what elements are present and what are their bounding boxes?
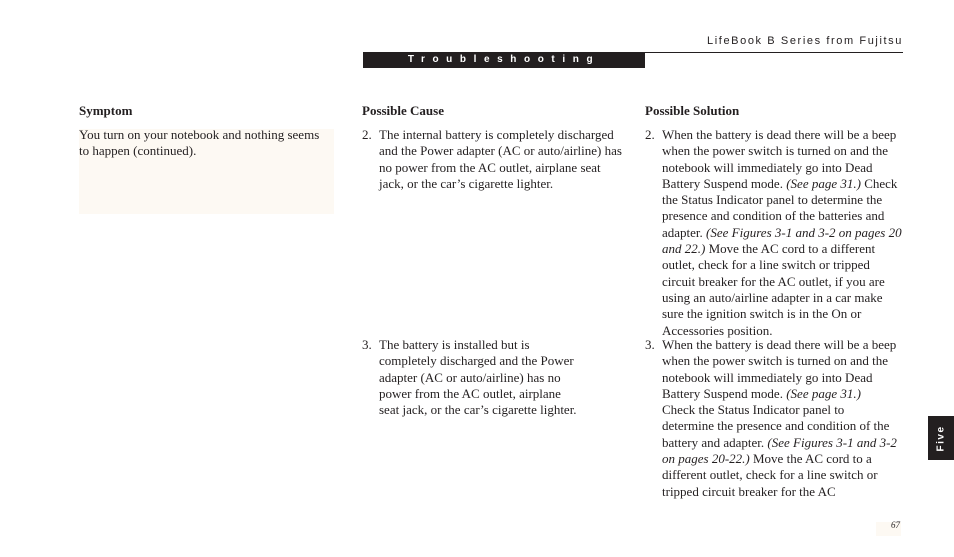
section-title-bar: Troubleshooting <box>363 52 645 68</box>
figure-reference: (See Figures 3-1 and 3-2 on pages 20-22.) <box>662 434 897 467</box>
solution-text-segment: Check the Status Indicator panel to determine the presence and condition of the batteries and adapter. <box>662 175 898 240</box>
solution-item-3 <box>645 337 897 500</box>
cause-item-3 <box>362 337 584 418</box>
cause-item-text: The internal battery is completely discharged and the Power adapter (AC or auto/airline) has no power from the AC outlet, airplane seat jack, or the car’s cigarette lighter. <box>379 127 622 191</box>
column-header-symptom: Symptom <box>79 103 133 118</box>
solution-item-text <box>662 127 905 339</box>
solution-item-2 <box>645 127 905 339</box>
chapter-tab <box>928 416 954 460</box>
page-reference: (See page 31.) <box>786 385 861 401</box>
running-head: LifeBook B Series from Fujitsu <box>707 35 903 47</box>
solution-item-number: 3. <box>645 337 655 352</box>
cause-item-number: 3. <box>362 337 372 352</box>
solution-text-segment: Move the AC cord to a different outlet, check for a line switch or tripped circuit breaker for the AC <box>662 451 878 499</box>
chapter-tab-label: Five <box>935 424 947 452</box>
column-header-possible-cause: Possible Cause <box>362 103 444 118</box>
cause-item-2 <box>362 127 624 192</box>
column-header-possible-solution: Possible Solution <box>645 103 740 118</box>
cause-item-text: The battery is installed but is completely discharged and the Power adapter (AC or auto/airline) has no power from the AC outlet, airplane seat jack, or the car’s cigarette lighter. <box>379 337 577 418</box>
solution-text-segment: When the battery is dead there will be a beep when the power switch is turned on and the notebook will immediately go into Dead Battery Suspend mode. <box>662 127 897 191</box>
page-number: 67 <box>891 520 900 530</box>
solution-text-segment: When the battery is dead there will be a beep when the power switch is turned on and the notebook will immediately go into Dead Battery Suspend mode. <box>662 337 897 401</box>
header-rule <box>645 52 903 53</box>
solution-item-number: 2. <box>645 127 655 142</box>
solution-item-text <box>662 337 897 500</box>
page-reference: (See page 31.) <box>786 175 861 191</box>
figure-reference: (See Figures 3-1 and 3-2 on pages 20 and 22.) <box>662 224 902 257</box>
symptom-text: You turn on your notebook and nothing seems to happen (continued). <box>79 127 320 159</box>
cause-item-number: 2. <box>362 127 372 142</box>
solution-text-segment: Check the Status Indicator panel to determine the presence and condition of the battery and adapter. <box>662 402 890 450</box>
solution-text-segment: Move the AC cord to a different outlet, check for a line switch or tripped circuit breaker for the AC outlet, if you are using an auto/airline adapter in a car make sure the ignition switch is in the On or Accessories position. <box>662 241 885 338</box>
